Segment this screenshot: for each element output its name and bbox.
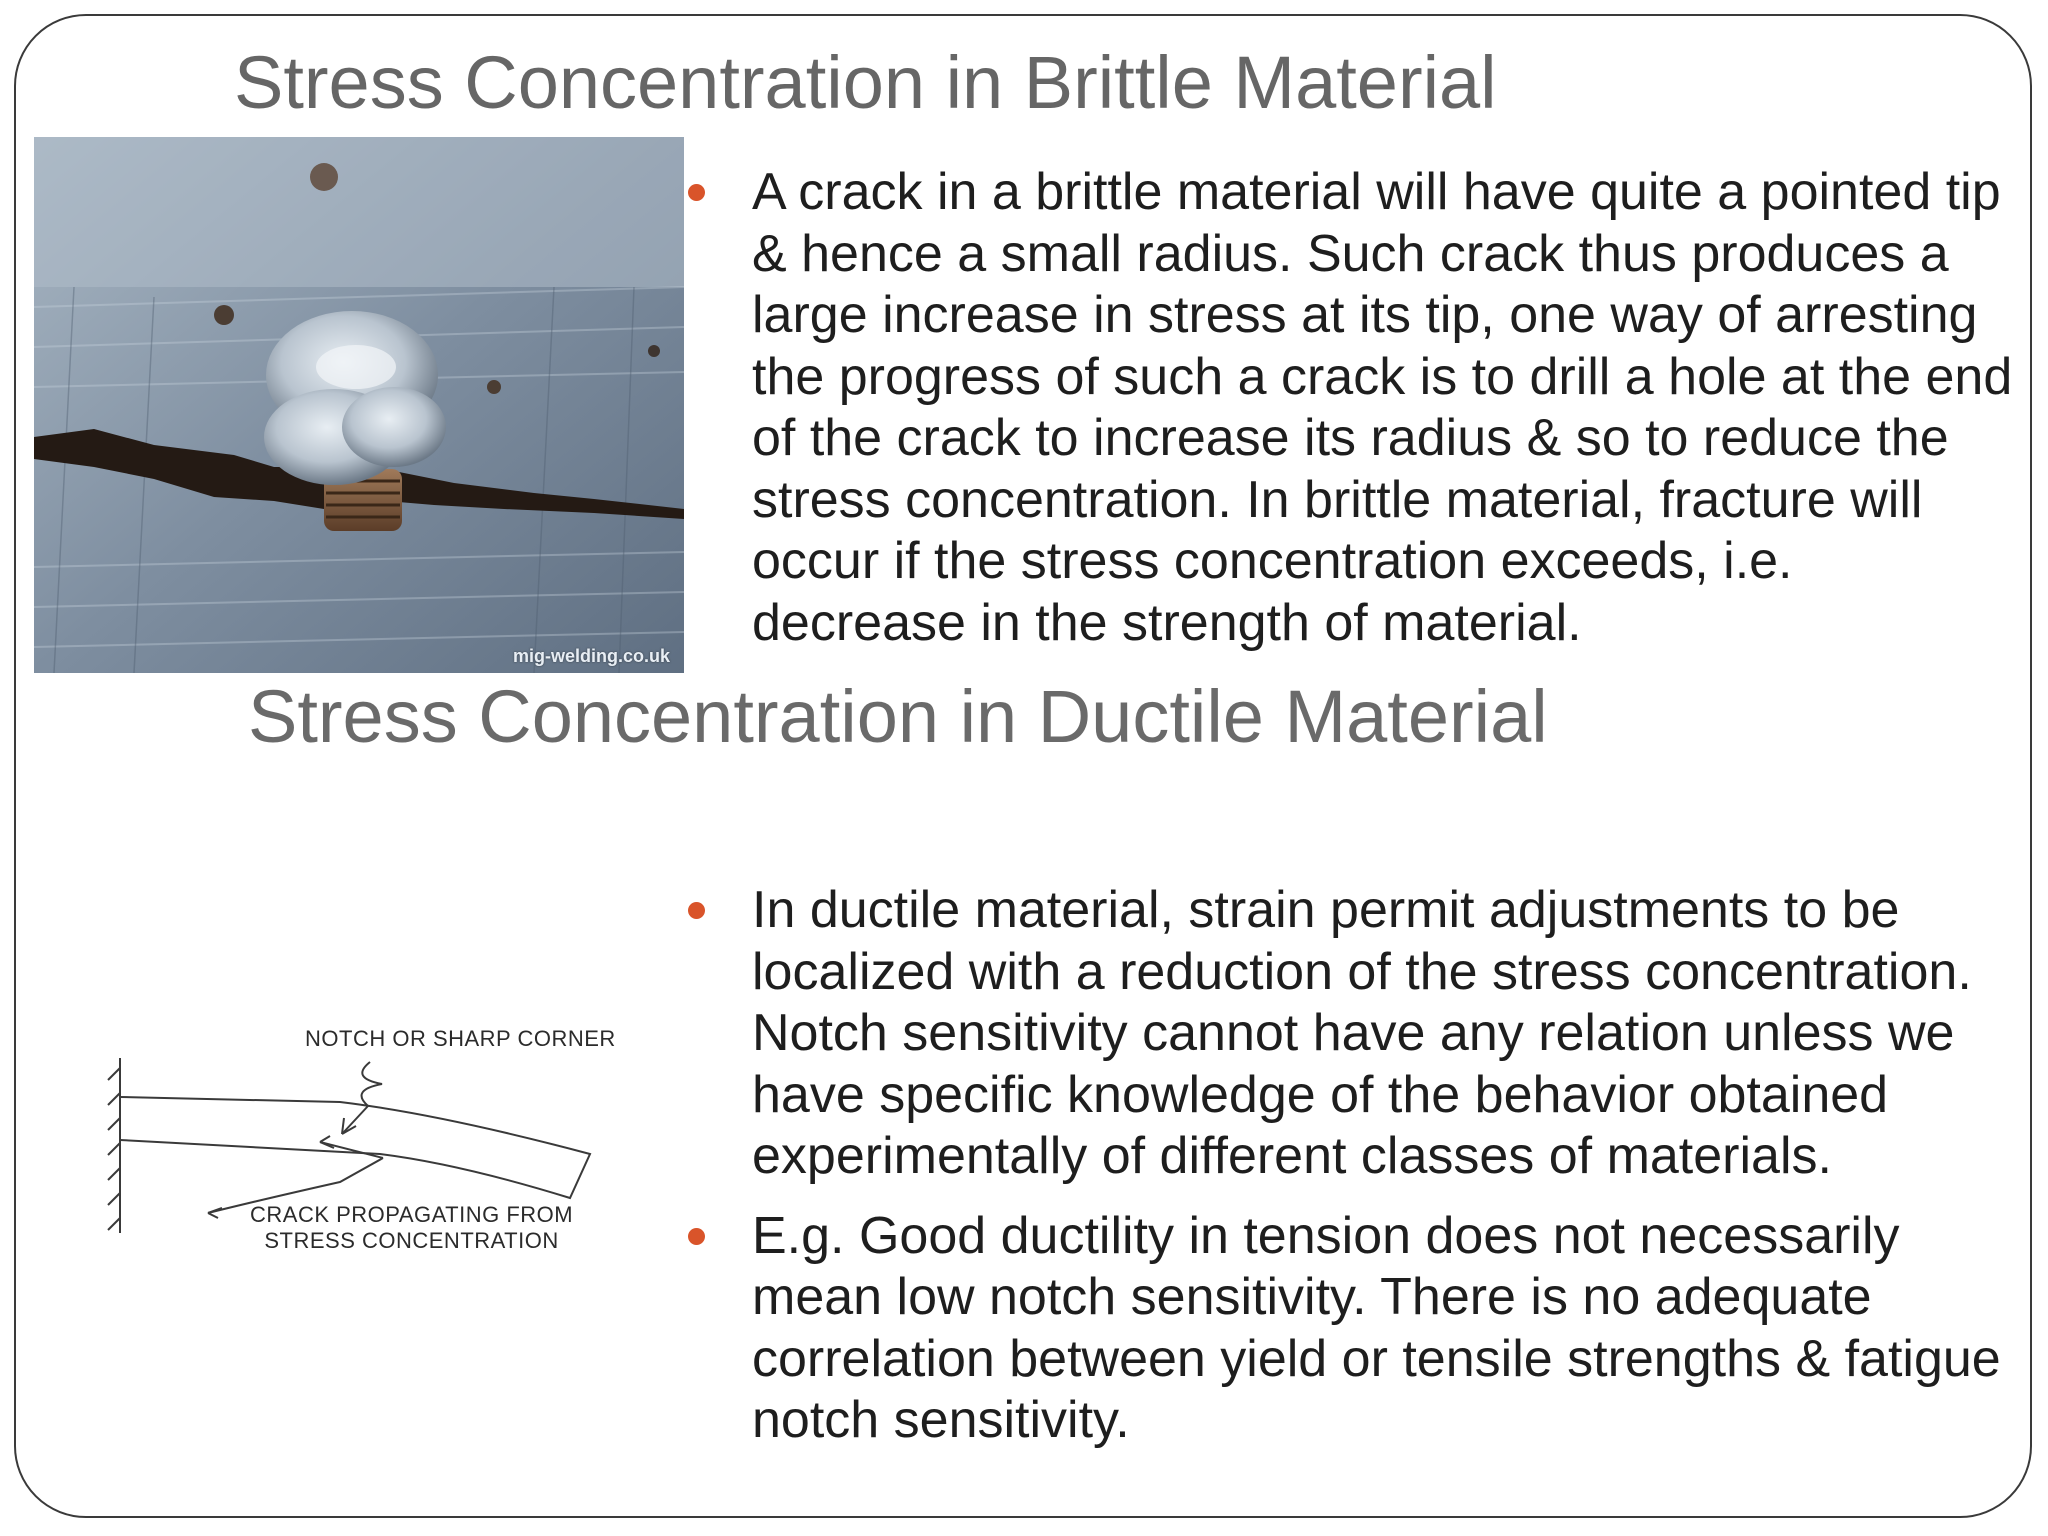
welded-crack-photo	[34, 137, 684, 673]
welded-crack-photo-illustration	[34, 137, 684, 673]
bullet-item	[688, 880, 2018, 1188]
bullet-list-brittle	[688, 162, 2018, 654]
diagram-label-crack	[250, 1202, 573, 1254]
bullet-dot-icon	[688, 184, 705, 201]
bullet-text: A crack in a brittle material will have quite a pointed tip & hence a small radius. Such crack thus produces a large increase in stress at its tip, one way of arresting the progress of such a crack is to drill a hole at the end of the crack to increase its radius & so to reduce the stress concentration. In brittle material, fracture will occur if the stress concentration exceeds, i.e. decrease in the strength of material.	[752, 163, 2013, 652]
bullet-item	[688, 162, 2018, 654]
bullet-dot-icon	[688, 1228, 705, 1245]
bullet-dot-icon	[688, 902, 705, 919]
notch-crack-diagram	[100, 1018, 660, 1273]
diagram-label-crack-line1: CRACK PROPAGATING FROM	[250, 1202, 574, 1227]
photo-credit: mig-welding.co.uk	[512, 646, 670, 666]
slide-title-brittle: Stress Concentration in Brittle Material	[234, 41, 1497, 124]
diagram-label-notch: NOTCH OR SHARP CORNER	[305, 1026, 616, 1051]
bullet-item	[688, 1206, 2018, 1452]
bullet-list-ductile	[688, 880, 2018, 1452]
diagram-label-crack-line2: STRESS CONCENTRATION	[264, 1228, 559, 1253]
bullet-text: In ductile material, strain permit adjustments to be localized with a reduction of the stress concentration. Notch sensitivity cannot have any relation unless we have specific knowledge of the behavior obtained experimentally of different classes of materials.	[752, 881, 1972, 1185]
bullet-text: E.g. Good ductility in tension does not necessarily mean low notch sensitivity. There is no adequate correlation between yield or tensile strengths & fatigue notch sensitivity.	[752, 1206, 2001, 1449]
slide-title-ductile: Stress Concentration in Ductile Material	[248, 675, 1548, 758]
